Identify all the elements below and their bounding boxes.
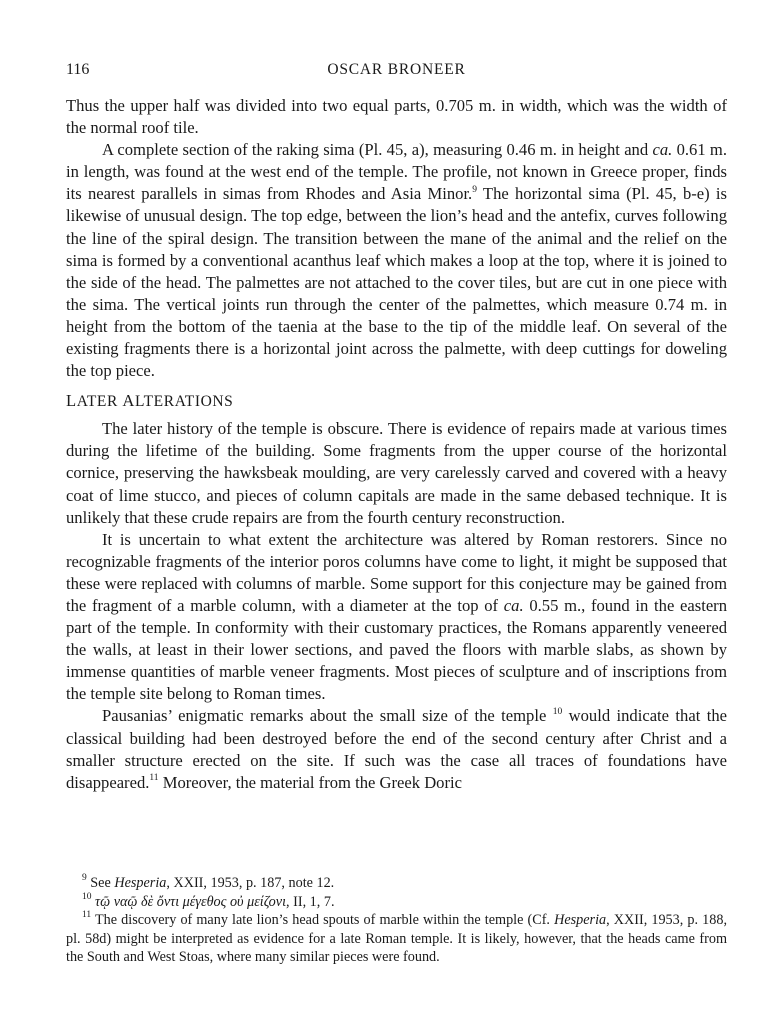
paragraph-2: A complete section of the raking sima (Pl. 45, a), measuring 0.46 m. in height and ca. 0.61 m. in length, was found at the west end of the temple. The profile, not known in Greece proper, finds its nearest parallels in simas from Rhodes and Asia Minor.$^9$ The horizontal sima (Pl. 45, b-e) is likewise of unusual design. The top edge, between the lion’s head and the antefix, curves following the line of the spiral design. The transition between the mane of the animal and the relief on the sima is formed by a conventional acanthus leaf which makes a loop at the top, where it is joined to the side of the head. The palmettes are not attached to the cover tiles, but are cut in one piece with the sima. The vertical joints run through the center of the palmettes, which measure 0.74 m. in height from the bottom of the taenia at the base to the tip of the middle leaf. On several of the existing fragments there is a horizontal joint across the palmette, with deep cuttings for doweling the top piece. — [66, 140, 727, 381]
paragraph-3: The later history of the temple is obscure. There is evidence of repairs made at various times during the lifetime of the building. Some fragments from the upper course of the horizontal cornice, preserving the hawksbeak moulding, are very carelessly carved and covered with a heavy coat of lime stucco, and pieces of column capitals are made in the same debased technique. It is unlikely that these crude repairs are from the fourth century reconstruction. — [66, 419, 727, 527]
paragraph-4: It is uncertain to what extent the architecture was altered by Roman restorers. Since no recognizable fragments of the interior poros columns have come to light, it might be supposed that these were replaced with columns of marble. Some support for this conjecture may be gained from the fragment of a marble column, with a diameter at the top of ca. 0.55 m., found in the eastern part of the temple. In conformity with their customary practices, the Romans apparently veneered the walls, at least in their lower sections, and paved the floors with marble slabs, as shown by immense quantities of marble veneer fragments. Most pieces of sculpture and of inscriptions from the temple site belong to Roman times. — [66, 529, 728, 704]
footnote-ref-10[interactable]: 10 — [552, 706, 563, 717]
circa-abbrev: ca. — [652, 140, 673, 160]
paragraph-1: Thus the upper half was divided into two equal parts, 0.705 m. in width, which was the width of the normal roof tile. — [66, 96, 727, 138]
footnote-ref-11[interactable]: 11 — [149, 773, 159, 784]
footnote-10: $^{10}$ τῷ ναῷ δὲ ὄντι μέγεθος οὐ μείζονι, II, 1, 7. — [82, 891, 335, 910]
journal-title: Hesperia — [114, 875, 167, 891]
running-head — [66, 61, 727, 83]
circa-abbrev: ca. — [503, 595, 524, 615]
footnote-ref-9[interactable]: 9 — [472, 184, 477, 195]
journal-title: Hesperia — [554, 912, 607, 929]
author-header: OSCAR BRONEER — [327, 61, 466, 78]
footnote-11: $^{11}$ The discovery of many late lion’s head spouts of marble within the temple (Cf. Hesperia, XXII, 1953, p. 188, pl. 58d) might be interpreted as evidence for a late Roman temple. It is likely, however, that the heads came from the South and West Stoas, where many similar pieces were found. — [66, 910, 727, 966]
body-text — [66, 95, 727, 794]
page-number: 116 — [66, 61, 90, 78]
section-heading-later-alterations: LATER ALTERATIONS — [66, 391, 234, 411]
footnotes — [66, 874, 727, 967]
greek-quotation: τῷ ναῷ δὲ ὄντι μέγεθος οὐ μείζονι — [91, 893, 287, 910]
footnote-9: $^9$ See Hesperia, XXII, 1953, p. 187, note 12. — [82, 873, 335, 891]
paragraph-5: Pausanias’ enigmatic remarks about the small size of the temple $^{10}$ would indicate that the classical building had been destroyed before the end of the second century after Christ and a smaller structure erected on the site. If such was the case all traces of foundations have disappeared.$^{11}$ Moreover, the material from the Greek Doric — [66, 706, 727, 792]
